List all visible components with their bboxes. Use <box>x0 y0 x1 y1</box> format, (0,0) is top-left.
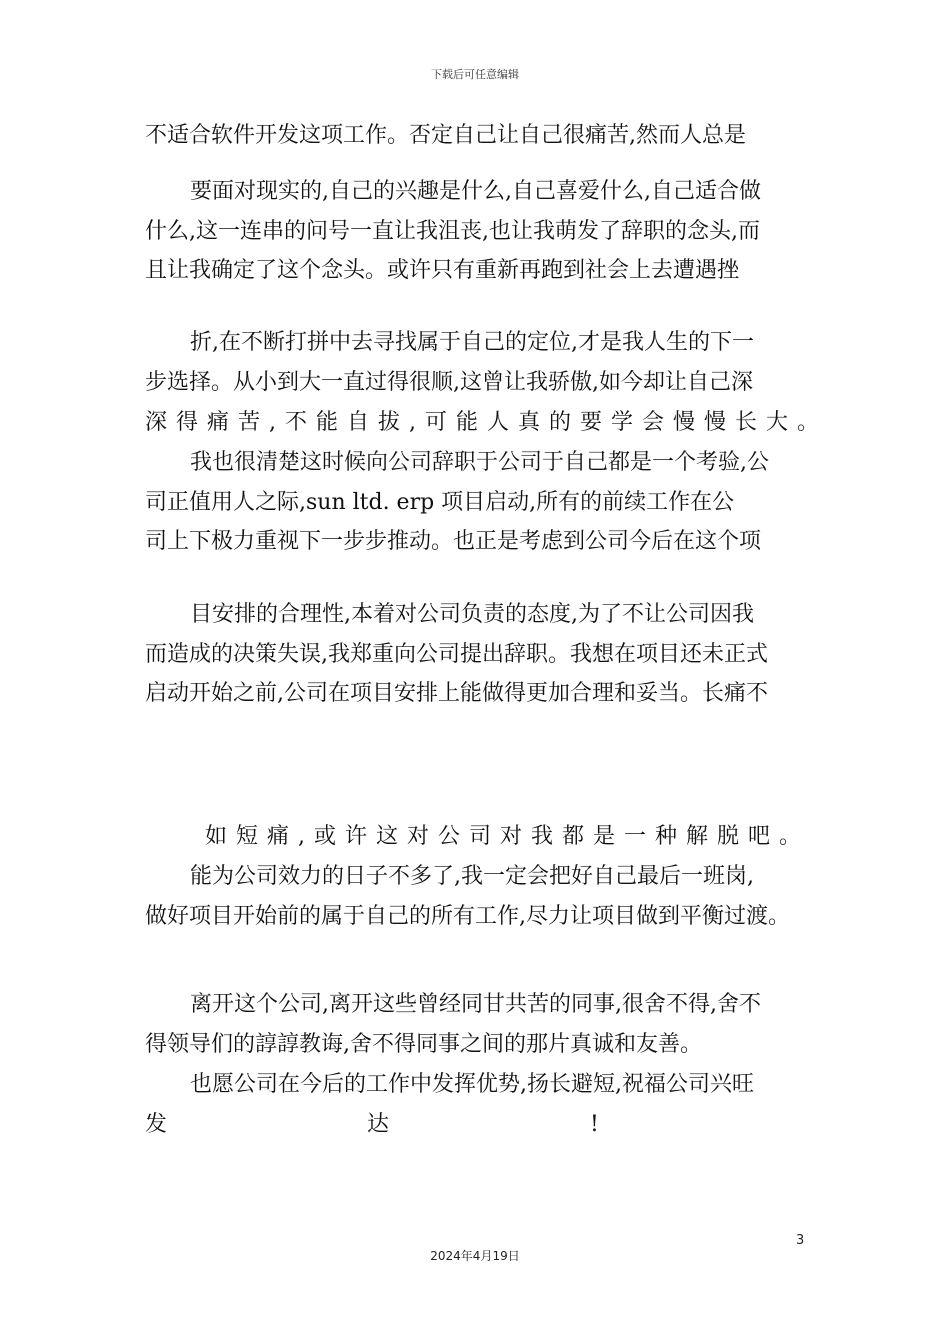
text-line: 启动开始之前,公司在项目安排上能做得更加合理和妥当。长痛不 <box>145 681 768 706</box>
text-line: 司上下极力重视下一步步推动。也正是考虑到公司今后在这个项 <box>145 529 762 554</box>
text-line: 如短痛,或许这对公司对我都是一种解脱吧。 <box>205 824 810 849</box>
text-line: 离开这个公司,离开这些曾经同甘共苦的同事,很舍不得,舍不 <box>190 992 761 1017</box>
text-line: 要面对现实的,自己的兴趣是什么,自己喜爱什么,自己适合做 <box>190 179 761 204</box>
text-line: 深得痛苦,不能自拔,可能人真的要学会慢慢长大。 <box>145 410 828 435</box>
text-line: 我也很清楚这时候向公司辞职于公司于自己都是一个考验,公 <box>190 450 769 475</box>
text-line: 目安排的合理性,本着对公司负责的态度,为了不让公司因我 <box>190 602 754 627</box>
text-line: 做好项目开始前的属于自己的所有工作,尽力让项目做到平衡过渡。 <box>145 904 790 929</box>
page-header: 下载后可任意编辑 <box>431 68 519 81</box>
text-line: 得领导们的諄諄教诲,舍不得同事之间的那片真诚和友善。 <box>145 1032 702 1057</box>
text-line: 而造成的决策失误,我郑重向公司提出辞职。我想在项目还未正式 <box>145 642 768 667</box>
text-word: ! <box>590 1112 599 1137</box>
text-line: 司正值用人之际,sun ltd. erp 项目启动,所有的前续工作在公 <box>145 490 735 515</box>
page-footer-date: 2024年4月19日 <box>430 1249 520 1263</box>
text-word: 发 <box>145 1112 168 1137</box>
text-word: 达 <box>367 1112 390 1137</box>
text-line: 能为公司效力的日子不多了,我一定会把好自己最后一班岗, <box>190 864 754 889</box>
text-line: 什么,这一连串的问号一直让我沮丧,也让我萌发了辞职的念头,而 <box>145 219 760 244</box>
page-number: 3 <box>796 1233 805 1248</box>
text-line: 也愿公司在今后的工作中发挥优势,扬长避短,祝福公司兴旺 <box>190 1072 754 1097</box>
text-line: 折,在不断打拼中去寻找属于自己的定位,才是我人生的下一 <box>190 330 754 355</box>
text-line: 步选择。从小到大一直过得很顺,这曾让我骄傲,如今却让自己深 <box>145 370 753 395</box>
text-line: 且让我确定了这个念头。或许只有重新再跑到社会上去遭遇挫 <box>145 258 740 283</box>
text-line: 不适合软件开发这项工作。否定自己让自己很痛苦,然而人总是 <box>145 123 746 148</box>
